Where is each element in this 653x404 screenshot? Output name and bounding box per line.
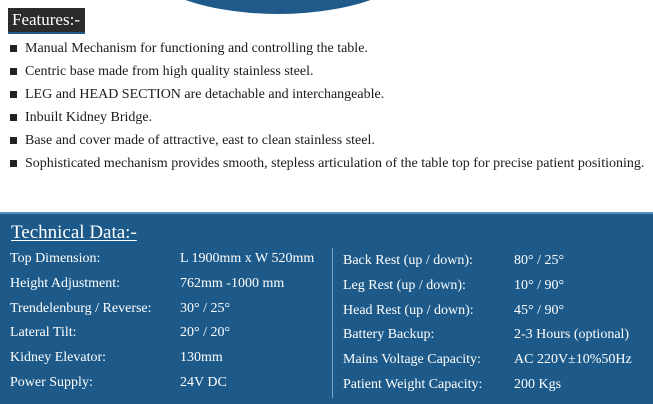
spec-label: Head Rest (up / down): (343, 303, 474, 318)
spec-value: 80° / 25° (514, 253, 565, 268)
square-bullet-icon (10, 114, 17, 121)
spec-value: 130mm (180, 350, 223, 365)
feature-text: Base and cover made of attractive, east to clean stainless steel. (25, 133, 375, 148)
spec-value: AC 220V±10%50Hz (514, 352, 632, 367)
feature-text: Sophisticated mechanism provides smooth, stepless articulation of the table top for precise patient positioning. (25, 156, 645, 171)
spec-value: 2-3 Hours (optional) (514, 327, 630, 342)
spec-value: L 1900mm x W 520mm (180, 251, 315, 266)
spec-value: 30° / 25° (180, 301, 231, 316)
features-heading: Features:- (8, 8, 85, 34)
feature-text: LEG and HEAD SECTION are detachable and interchangeable. (25, 87, 385, 102)
feature-item (10, 60, 645, 83)
square-bullet-icon (10, 91, 17, 98)
header-arc-decoration (128, 0, 428, 14)
spec-label: Top Dimension: (10, 251, 101, 266)
spec-label: Battery Backup: (343, 327, 435, 342)
spec-label: Back Rest (up / down): (343, 253, 473, 268)
spec-value: 200 Kgs (514, 377, 562, 392)
square-bullet-icon (10, 45, 17, 52)
spec-label: Trendelenburg / Reverse: (10, 301, 152, 316)
square-bullet-icon (10, 137, 17, 144)
feature-text: Centric base made from high quality stainless steel. (25, 64, 314, 79)
feature-text: Manual Mechanism for functioning and controlling the table. (25, 41, 368, 56)
spec-label: Power Supply: (10, 375, 93, 390)
spec-value: 762mm -1000 mm (180, 276, 285, 291)
feature-list (10, 37, 645, 175)
spec-value: 20° / 20° (180, 325, 231, 340)
feature-item (10, 152, 645, 175)
feature-text: Inbuilt Kidney Bridge. (25, 110, 153, 125)
spec-label: Lateral Tilt: (10, 325, 77, 340)
spec-value: 45° / 90° (514, 303, 565, 318)
square-bullet-icon (10, 68, 17, 75)
feature-item (10, 129, 645, 152)
spec-label: Mains Voltage Capacity: (343, 352, 481, 367)
spec-value: 24V DC (180, 375, 227, 390)
spec-label: Patient Weight Capacity: (343, 377, 483, 392)
spec-label: Height Adjustment: (10, 276, 121, 291)
spec-label: Leg Rest (up / down): (343, 278, 466, 293)
technical-data-panel (0, 212, 653, 404)
feature-item (10, 83, 645, 106)
technical-data-heading: Technical Data:- (11, 222, 137, 243)
square-bullet-icon (10, 160, 17, 167)
column-divider (332, 248, 333, 398)
feature-item (10, 106, 645, 129)
feature-item (10, 37, 645, 60)
spec-value: 10° / 90° (514, 278, 565, 293)
spec-label: Kidney Elevator: (10, 350, 107, 365)
